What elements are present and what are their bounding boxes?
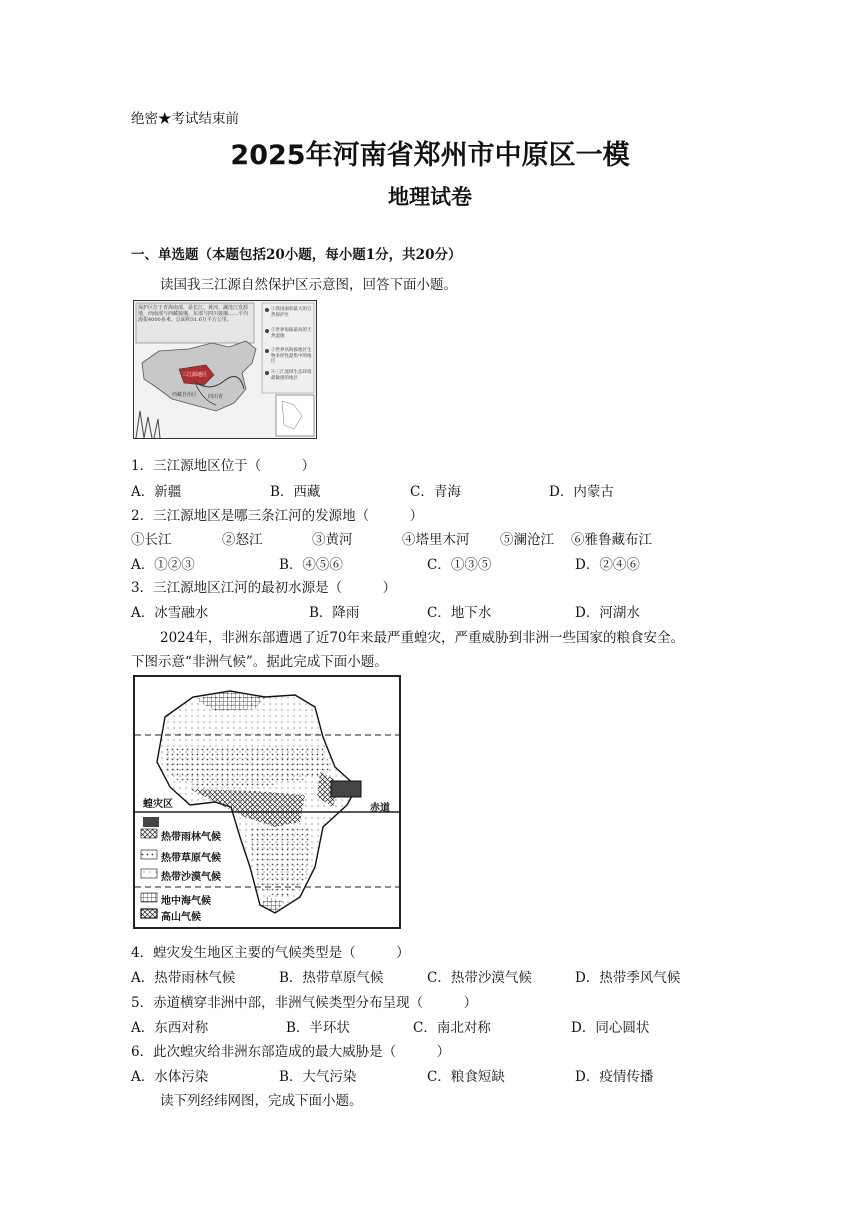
q2-option-c[interactable]: C．①③⑤ bbox=[427, 557, 492, 573]
intro-paragraph-1: 读国我三江源自然保护区示意图，回答下面小题。 bbox=[160, 277, 457, 293]
q2-option-b[interactable]: B．④⑤⑥ bbox=[279, 557, 343, 573]
question-4-stem: 4．蝗灾发生地区主要的气候类型是（ ） bbox=[131, 945, 410, 961]
q4-option-c[interactable]: C．热带沙漠气候 bbox=[427, 970, 532, 986]
q6-option-b[interactable]: B．大气污染 bbox=[279, 1069, 357, 1085]
map-legend-3: ③世界高海拔地区生物多样性最集中的地区 bbox=[271, 348, 312, 364]
q6-option-d[interactable]: D．疫情传播 bbox=[575, 1069, 654, 1085]
legend-desert: 热带沙漠气候 bbox=[161, 872, 221, 883]
africa-climate-map-graphic bbox=[135, 677, 399, 927]
q1-option-b[interactable]: B．西藏 bbox=[270, 484, 321, 500]
q5-option-a[interactable]: A．东西对称 bbox=[131, 1020, 209, 1036]
q1-option-a[interactable]: A．新疆 bbox=[131, 484, 182, 500]
sichuan-label: 四川省 bbox=[208, 394, 224, 400]
intro-paragraph-2-line-1: 2024年，非洲东部遭遇了近70年来最严重蝗灾，严重威胁到非洲一些国家的粮食安全。 bbox=[160, 630, 685, 646]
q3-option-c[interactable]: C．地下水 bbox=[427, 605, 492, 621]
map-legend-1: ①我国面积最大的自然保护区 bbox=[271, 307, 312, 318]
q2-option-a[interactable]: A．①②③ bbox=[131, 557, 195, 573]
q2-choice-2: ②怒江 bbox=[222, 532, 263, 548]
confidential-mark: 绝密★考试结束前 bbox=[131, 111, 239, 127]
intro-paragraph-2-line-2: 下图示意“非洲气候”。据此完成下面小题。 bbox=[131, 654, 388, 670]
question-6-stem: 6．此次蝗灾给非洲东部造成的最大威胁是（ ） bbox=[131, 1044, 451, 1060]
q4-option-d[interactable]: D．热带季风气候 bbox=[575, 970, 681, 986]
q2-choice-6: ⑥雅鲁藏布江 bbox=[571, 532, 652, 548]
exam-title: 2025年河南省郑州市中原区一模 bbox=[230, 140, 630, 171]
q3-option-a[interactable]: A．冰雪融水 bbox=[131, 605, 209, 621]
q2-choice-1: ①长江 bbox=[131, 532, 172, 548]
q2-option-d[interactable]: D．②④⑥ bbox=[575, 557, 640, 573]
equator-label: 赤道 bbox=[370, 803, 390, 814]
q5-option-c[interactable]: C．南北对称 bbox=[413, 1020, 491, 1036]
legend-mediterranean: 地中海气候 bbox=[161, 896, 211, 907]
legend-savanna: 热带草原气候 bbox=[161, 853, 221, 864]
question-5-stem: 5．赤道横穿非洲中部，非洲气候类型分布呈现（ ） bbox=[131, 995, 478, 1011]
map-legend-2: ②世界海拔最高的天然湿地 bbox=[271, 328, 312, 339]
q6-option-a[interactable]: A．水体污染 bbox=[131, 1069, 209, 1085]
q1-option-c[interactable]: C．青海 bbox=[410, 484, 461, 500]
q6-option-c[interactable]: C．粮食短缺 bbox=[427, 1069, 505, 1085]
tibet-label: 西藏自治区 bbox=[172, 392, 198, 398]
africa-climate-map bbox=[133, 675, 401, 929]
map-callout-text: 保护区位于青海南部，是长江、黄河、澜沧江发源地，西南部与西藏接壤，东部与四川接壤……平均海拔4000多米，总面积31.6万平方公里。 bbox=[138, 305, 249, 323]
q5-option-b[interactable]: B．半环状 bbox=[286, 1020, 350, 1036]
question-1-stem: 1．三江源地区位于（ ） bbox=[131, 458, 316, 474]
question-2-stem: 2．三江源地区是哪三条江河的发源地（ ） bbox=[131, 508, 424, 524]
q2-choice-4: ④塔里木河 bbox=[402, 532, 470, 548]
section-heading: 一、单选题（本题包括20小题，每小题1分，共20分） bbox=[131, 247, 462, 263]
sanjiangyuan-label: 三江源地区 bbox=[182, 372, 208, 378]
q5-option-d[interactable]: D．同心圆状 bbox=[571, 1020, 650, 1036]
map-legend-4: ④三江流域生态环境最敏感的地区 bbox=[271, 370, 312, 381]
q2-choice-5: ⑤澜沧江 bbox=[500, 532, 554, 548]
q3-option-d[interactable]: D．河湖水 bbox=[575, 605, 640, 621]
q1-option-d[interactable]: D．内蒙古 bbox=[549, 484, 614, 500]
exam-subtitle: 地理试卷 bbox=[388, 185, 472, 209]
intro-paragraph-3: 读下列经纬网图，完成下面小题。 bbox=[160, 1093, 363, 1109]
legend-rainforest: 热带雨林气候 bbox=[161, 832, 221, 843]
q3-option-b[interactable]: B．降雨 bbox=[309, 605, 360, 621]
legend-highland: 高山气候 bbox=[161, 912, 201, 923]
question-3-stem: 3．三江源地区江河的最初水源是（ ） bbox=[131, 580, 397, 596]
q2-choice-3: ③黄河 bbox=[312, 532, 353, 548]
q4-option-a[interactable]: A．热带雨林气候 bbox=[131, 970, 236, 986]
q4-option-b[interactable]: B．热带草原气候 bbox=[279, 970, 384, 986]
locust-zone-label: 蝗灾区 bbox=[143, 799, 173, 810]
sanjiangyuan-map bbox=[133, 300, 317, 439]
